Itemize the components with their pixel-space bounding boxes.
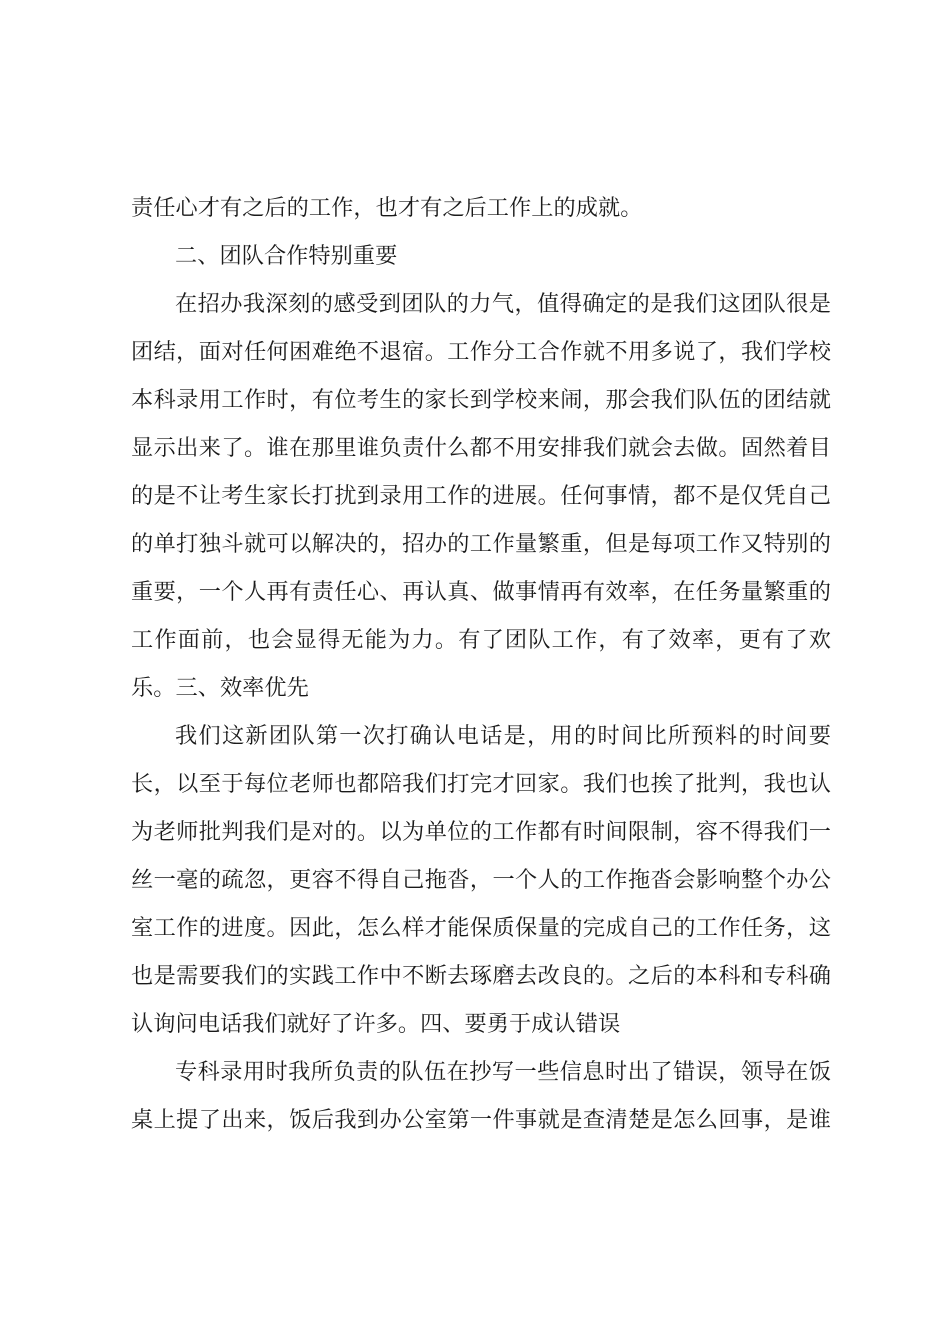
text-line-3: 在招办我深刻的感受到团队的力气，值得确定的是我们这团队很是	[175, 291, 831, 317]
text-line-5: 本科录用工作时，有位考生的家长到学校来闹，那会我们队伍的团结就	[131, 387, 831, 413]
text-line-20: 桌上提了出来，饭后我到办公室第一件事就是查清楚是怎么回事，是谁	[131, 1107, 831, 1133]
text-line-12: 我们这新团队第一次打确认电话是，用的时间比所预料的时间要	[175, 723, 831, 749]
text-line-11: 乐。三、效率优先	[131, 675, 309, 701]
text-line-10: 工作面前，也会显得无能为力。有了团队工作，有了效率，更有了欢	[131, 627, 831, 653]
text-line-16: 室工作的进度。因此，怎么样才能保质保量的完成自己的工作任务，这	[131, 915, 831, 941]
text-line-8: 的单打独斗就可以解决的，招办的工作量繁重，但是每项工作又特别的	[131, 531, 831, 557]
text-line-15: 丝一毫的疏忽，更容不得自己拖沓，一个人的工作拖沓会影响整个办公	[131, 867, 831, 893]
text-line-4: 团结，面对任何困难绝不退宿。工作分工合作就不用多说了，我们学校	[131, 339, 831, 365]
text-line-18: 认询问电话我们就好了许多。四、要勇于成认错误	[131, 1011, 621, 1037]
text-line-17: 也是需要我们的实践工作中不断去琢磨去改良的。之后的本科和专科确	[131, 963, 831, 989]
text-line-7: 的是不让考生家长打扰到录用工作的进展。任何事情，都不是仅凭自己	[131, 483, 831, 509]
text-line-1: 责任心才有之后的工作，也才有之后工作上的成就。	[131, 195, 643, 221]
text-line-13: 长，以至于每位老师也都陪我们打完才回家。我们也挨了批判，我也认	[131, 771, 831, 797]
text-line-9: 重要，一个人再有责任心、再认真、做事情再有效率，在任务量繁重的	[131, 579, 831, 605]
text-line-6: 显示出来了。谁在那里谁负责什么都不用安排我们就会去做。固然着目	[131, 435, 831, 461]
section-heading-team: 二、团队合作特别重要	[175, 243, 398, 269]
text-line-19: 专科录用时我所负责的队伍在抄写一些信息时出了错误，领导在饭	[175, 1059, 831, 1085]
text-line-14: 为老师批判我们是对的。以为单位的工作都有时间限制，容不得我们一	[131, 819, 831, 845]
